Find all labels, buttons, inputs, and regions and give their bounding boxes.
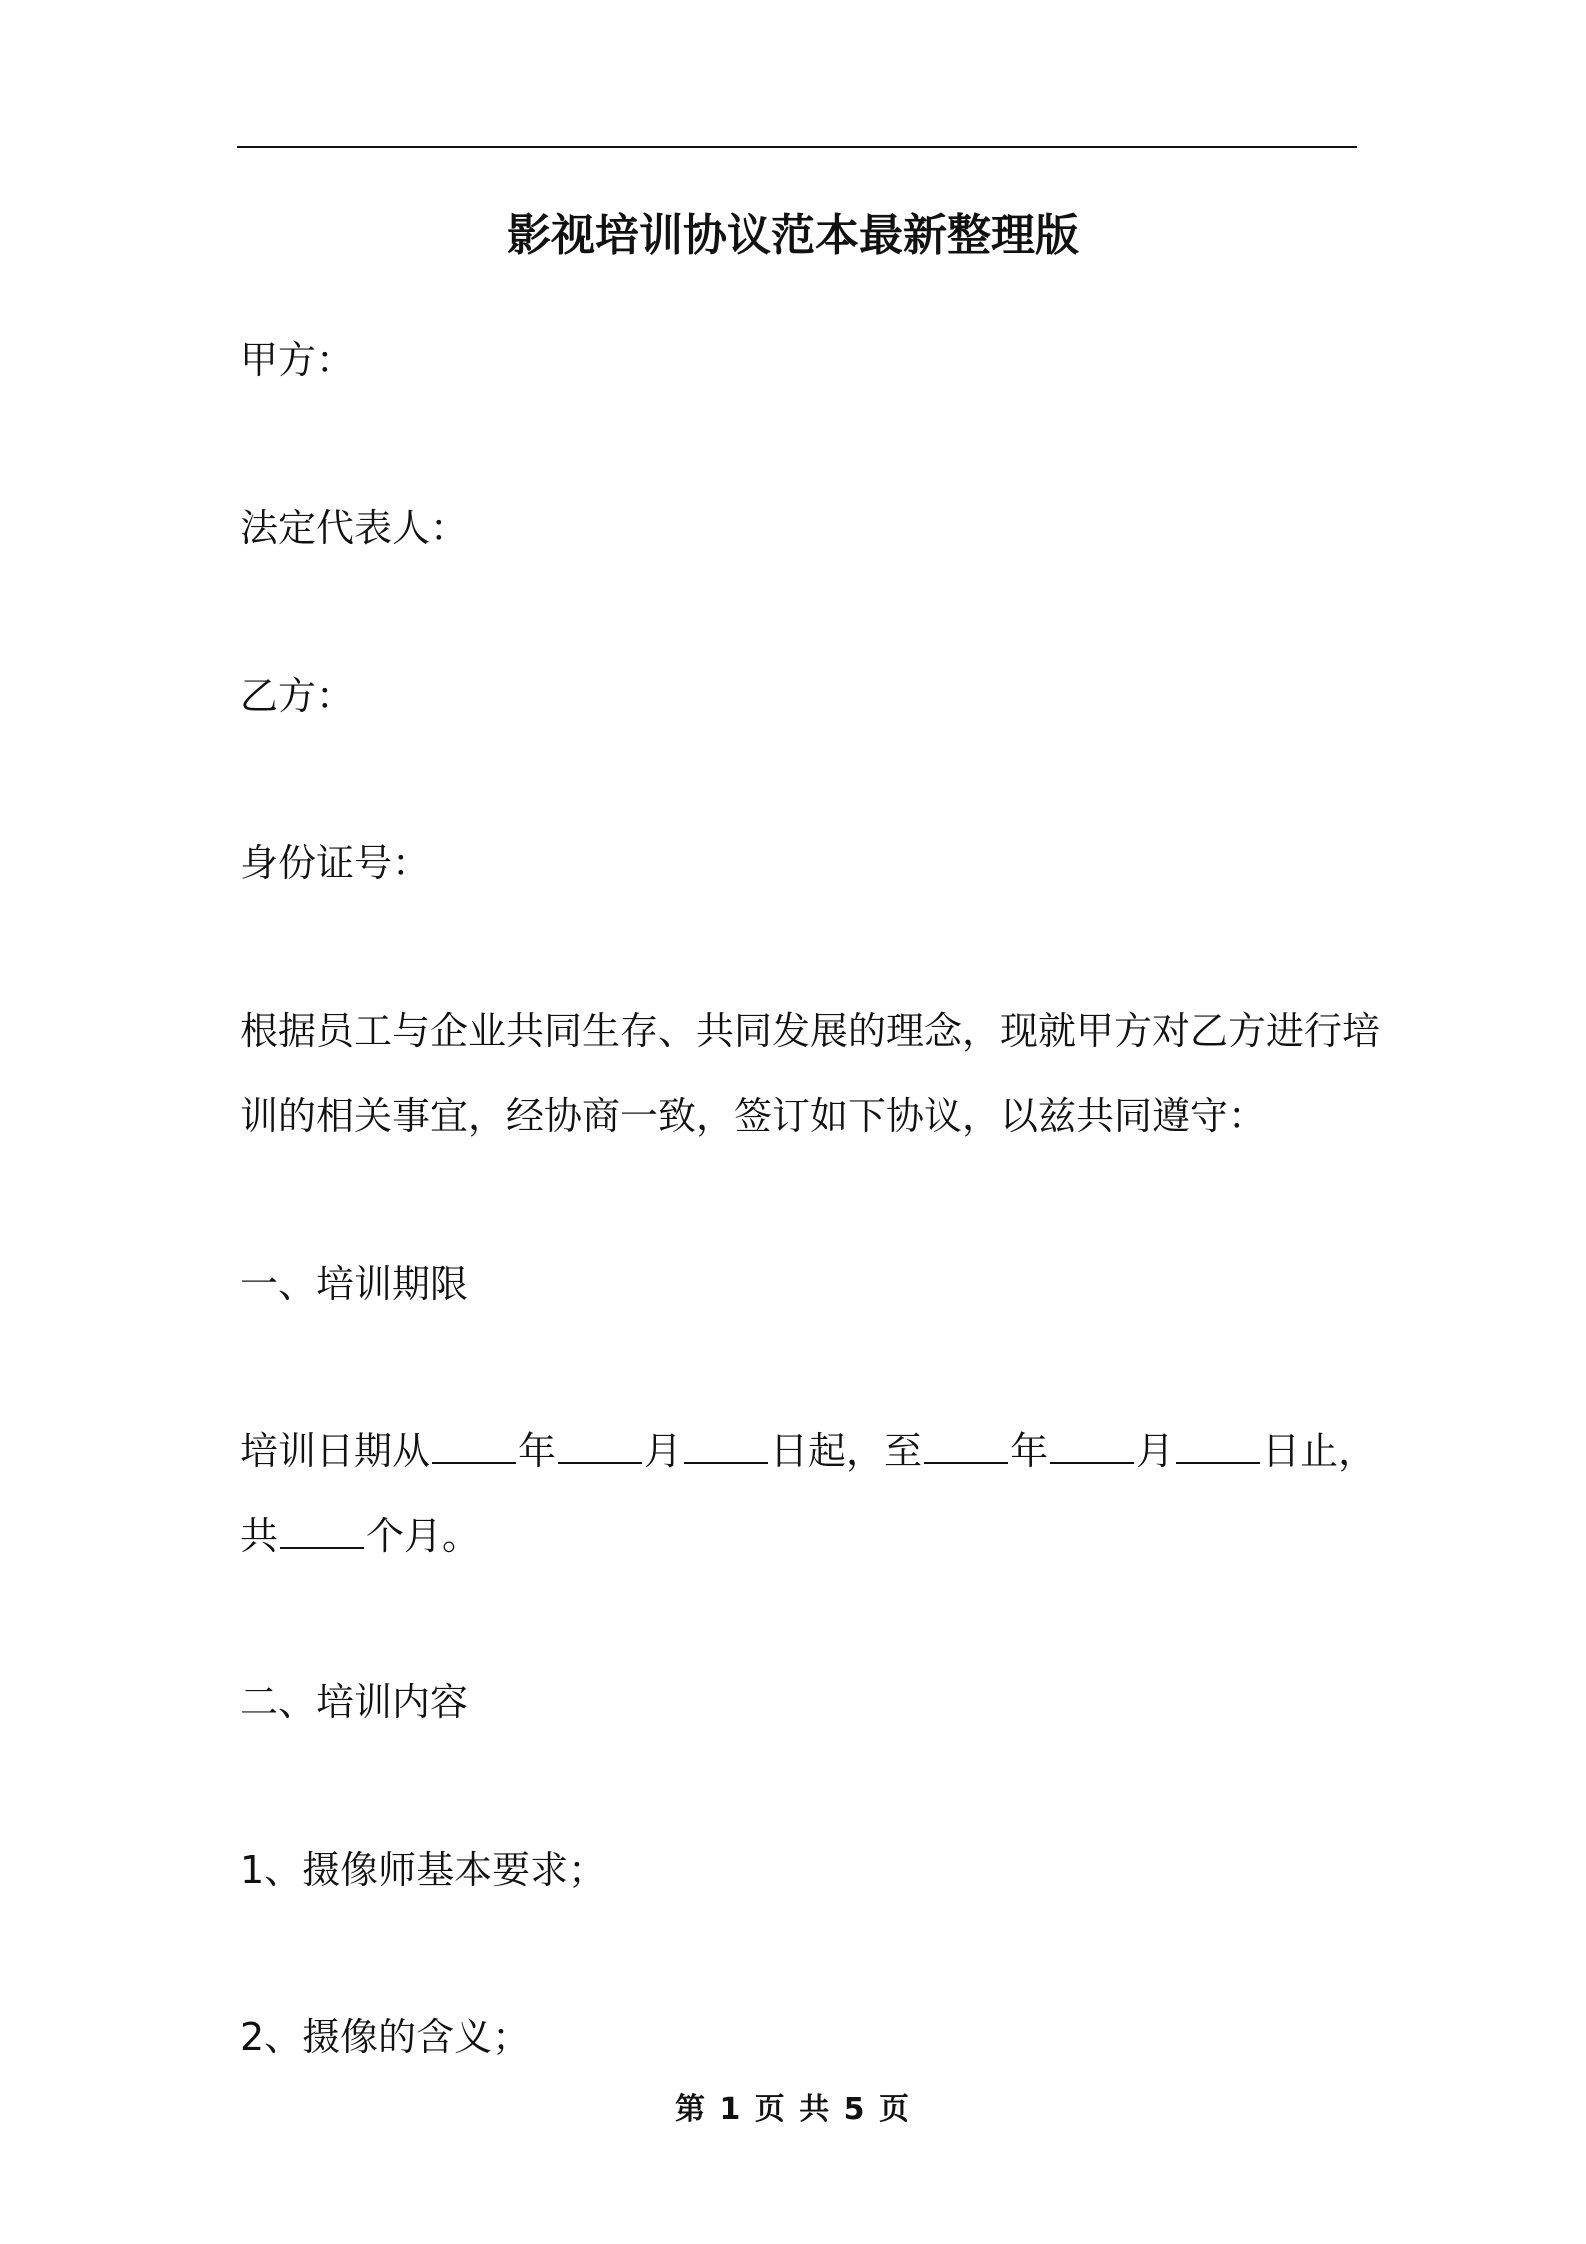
- intro-paragraph-line-2: 训的相关事宜，经协商一致，签订如下协议，以兹共同遵守：: [240, 1094, 1267, 1138]
- intro-paragraph-line-1: 根据员工与企业共同生存、共同发展的理念，现就甲方对乙方进行培: [240, 1009, 1381, 1053]
- content-item-2: 2、摄像的含义；: [240, 2015, 531, 2059]
- content-item-1: 1、摄像师基本要求；: [240, 1848, 607, 1892]
- period-total-suffix: 个月。: [366, 1514, 481, 1558]
- legal-representative-label: 法定代表人：: [240, 506, 469, 550]
- end-year-blank: [924, 1461, 1008, 1464]
- end-month-blank: [1050, 1461, 1134, 1464]
- end-day-blank: [1176, 1461, 1260, 1464]
- section-2-heading: 二、培训内容: [240, 1680, 469, 1724]
- party-b-label: 乙方：: [240, 674, 355, 718]
- party-a-label: 甲方：: [240, 338, 355, 382]
- header-divider: [237, 146, 1357, 148]
- period-prefix: 培训日期从: [240, 1429, 431, 1473]
- period-total-prefix: 共: [240, 1514, 279, 1558]
- period-month-2: 月: [1136, 1429, 1175, 1473]
- period-year-1: 年: [518, 1429, 557, 1473]
- section-1-heading: 一、培训期限: [240, 1262, 469, 1306]
- start-day-blank: [684, 1461, 768, 1464]
- training-period-line-1: [240, 1425, 1376, 1477]
- training-period-line-2: [240, 1510, 480, 1562]
- period-month-1: 月: [644, 1429, 683, 1473]
- start-month-blank: [558, 1461, 642, 1464]
- document-title: 影视培训协议范本最新整理版: [507, 210, 1079, 261]
- period-year-2: 年: [1010, 1429, 1049, 1473]
- start-year-blank: [432, 1461, 516, 1464]
- period-day-from: 日起，至: [770, 1429, 923, 1473]
- id-number-label: 身份证号：: [240, 841, 431, 885]
- period-day-to: 日止，: [1262, 1429, 1377, 1473]
- total-months-blank: [280, 1546, 364, 1549]
- page-number: 第 1 页 共 5 页: [675, 2092, 911, 2127]
